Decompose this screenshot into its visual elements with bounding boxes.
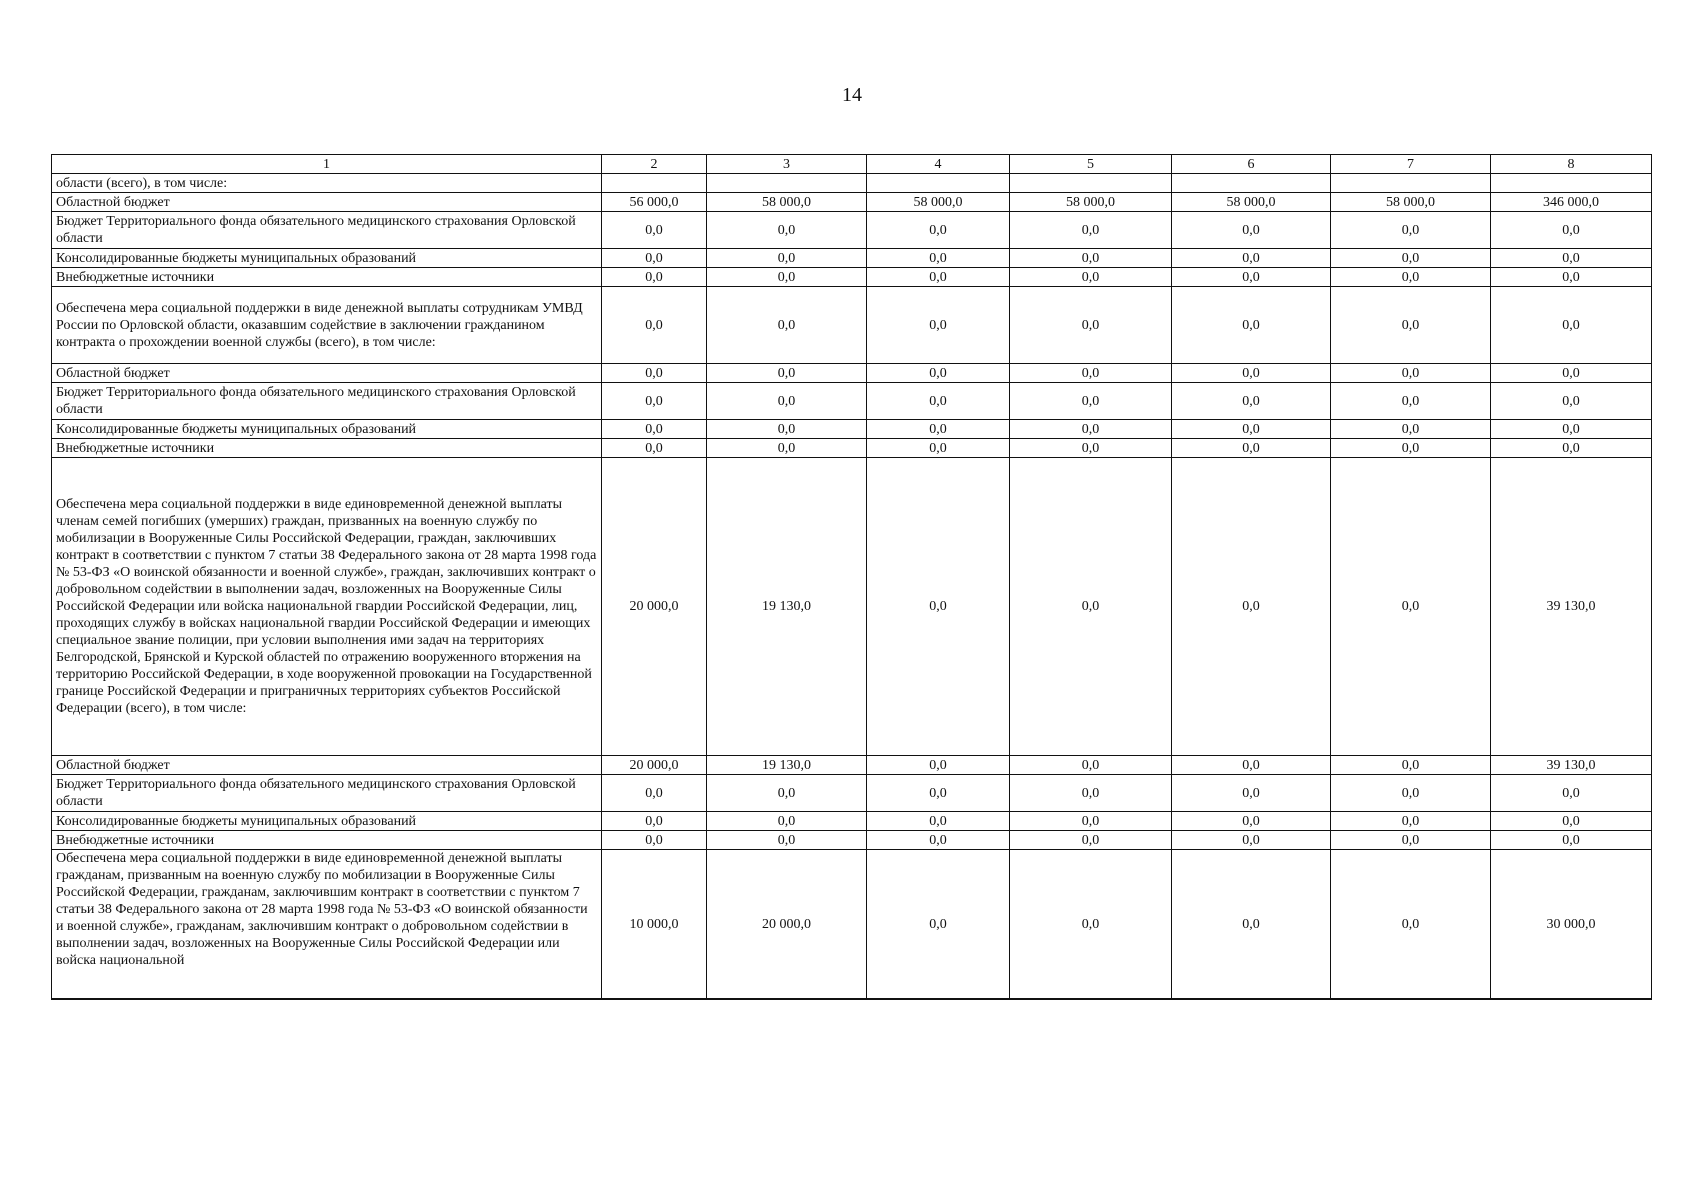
value-cell: 0,0 [1331, 831, 1491, 850]
table-row [52, 287, 1652, 364]
table-row [52, 364, 1652, 383]
table-row [52, 212, 1652, 249]
row-label: Обеспечена мера социальной поддержки в виде единовременной денежной выплаты гражданам, призванным на военную службу по мобилизации в Вооруженные Силы Российской Федерации, гражданам, заключившим контракт в соответствии с пунктом 7 статьи 38 Федерального закона от 28 марта 1998 года № 53-ФЗ «О воинской обязанности и военной службе», гражданам, заключившим контракт о добровольном содействии в выполнении задач, возложенных на Вооруженные Силы Российской Федерации или войска национальной [52, 850, 602, 1000]
value-cell: 0,0 [707, 831, 867, 850]
value-cell: 10 000,0 [602, 850, 707, 1000]
value-cell [1010, 174, 1172, 193]
value-cell: 0,0 [1010, 364, 1172, 383]
value-cell: 0,0 [1331, 775, 1491, 812]
value-cell: 0,0 [867, 439, 1010, 458]
value-cell: 0,0 [1172, 364, 1331, 383]
value-cell: 0,0 [602, 775, 707, 812]
value-cell: 19 130,0 [707, 756, 867, 775]
value-cell: 0,0 [1172, 756, 1331, 775]
value-cell: 0,0 [1010, 831, 1172, 850]
value-cell: 0,0 [867, 850, 1010, 1000]
value-cell: 0,0 [1010, 812, 1172, 831]
table-row [52, 439, 1652, 458]
value-cell: 0,0 [707, 420, 867, 439]
value-cell: 0,0 [1172, 775, 1331, 812]
value-cell: 0,0 [602, 831, 707, 850]
table-row [52, 268, 1652, 287]
value-cell: 0,0 [602, 439, 707, 458]
value-cell: 0,0 [1331, 756, 1491, 775]
value-cell: 0,0 [867, 268, 1010, 287]
value-cell: 0,0 [1172, 420, 1331, 439]
value-cell: 0,0 [602, 287, 707, 364]
value-cell: 0,0 [1331, 268, 1491, 287]
value-cell [867, 174, 1010, 193]
value-cell: 58 000,0 [1010, 193, 1172, 212]
value-cell: 30 000,0 [1491, 850, 1652, 1000]
column-header: 7 [1331, 155, 1491, 174]
value-cell: 0,0 [1010, 439, 1172, 458]
value-cell [707, 174, 867, 193]
column-header: 3 [707, 155, 867, 174]
value-cell: 0,0 [1172, 212, 1331, 249]
value-cell: 0,0 [1331, 458, 1491, 756]
row-label: Областной бюджет [52, 756, 602, 775]
table-row [52, 420, 1652, 439]
value-cell: 0,0 [1010, 775, 1172, 812]
value-cell: 0,0 [867, 812, 1010, 831]
value-cell: 0,0 [867, 458, 1010, 756]
value-cell: 0,0 [867, 249, 1010, 268]
value-cell: 0,0 [1010, 756, 1172, 775]
value-cell: 0,0 [1172, 249, 1331, 268]
value-cell: 0,0 [1491, 249, 1652, 268]
value-cell: 0,0 [1010, 268, 1172, 287]
column-header: 1 [52, 155, 602, 174]
table-row [52, 850, 1652, 1000]
value-cell: 0,0 [1491, 439, 1652, 458]
value-cell: 0,0 [1491, 212, 1652, 249]
value-cell: 58 000,0 [707, 193, 867, 212]
value-cell: 0,0 [1172, 383, 1331, 420]
value-cell: 0,0 [602, 383, 707, 420]
row-label: Бюджет Территориального фонда обязательного медицинского страхования Орловской области [52, 383, 602, 420]
value-cell: 0,0 [867, 420, 1010, 439]
value-cell: 0,0 [602, 812, 707, 831]
value-cell: 0,0 [707, 249, 867, 268]
value-cell: 0,0 [1010, 249, 1172, 268]
row-label: Консолидированные бюджеты муниципальных образований [52, 812, 602, 831]
value-cell: 0,0 [1491, 287, 1652, 364]
row-label: Областной бюджет [52, 193, 602, 212]
table-row [52, 383, 1652, 420]
value-cell: 0,0 [1172, 287, 1331, 364]
table-row [52, 756, 1652, 775]
value-cell: 0,0 [1172, 268, 1331, 287]
value-cell: 0,0 [1010, 458, 1172, 756]
value-cell: 56 000,0 [602, 193, 707, 212]
value-cell: 0,0 [1172, 850, 1331, 1000]
value-cell: 20 000,0 [602, 756, 707, 775]
table-row [52, 458, 1652, 756]
value-cell: 0,0 [1491, 383, 1652, 420]
value-cell: 0,0 [1010, 212, 1172, 249]
row-label: Обеспечена мера социальной поддержки в виде денежной выплаты сотрудникам УМВД России по Орловской области, оказавшим содействие в заключении гражданином контракта о прохождении военной службы (всего), в том числе: [52, 287, 602, 364]
row-label: Бюджет Территориального фонда обязательного медицинского страхования Орловской области [52, 775, 602, 812]
value-cell: 0,0 [707, 287, 867, 364]
value-cell: 39 130,0 [1491, 458, 1652, 756]
row-label: Внебюджетные источники [52, 831, 602, 850]
table-row [52, 174, 1652, 193]
value-cell: 0,0 [1491, 812, 1652, 831]
value-cell: 0,0 [1491, 268, 1652, 287]
row-label: Бюджет Территориального фонда обязательного медицинского страхования Орловской области [52, 212, 602, 249]
value-cell: 0,0 [1331, 383, 1491, 420]
value-cell: 58 000,0 [1172, 193, 1331, 212]
value-cell: 0,0 [602, 364, 707, 383]
value-cell: 39 130,0 [1491, 756, 1652, 775]
value-cell: 0,0 [1172, 458, 1331, 756]
value-cell: 20 000,0 [602, 458, 707, 756]
value-cell: 0,0 [1010, 383, 1172, 420]
value-cell: 0,0 [707, 439, 867, 458]
row-label: Консолидированные бюджеты муниципальных образований [52, 249, 602, 268]
value-cell: 0,0 [867, 364, 1010, 383]
row-label: области (всего), в том числе: [52, 174, 602, 193]
row-label: Внебюджетные источники [52, 439, 602, 458]
value-cell: 58 000,0 [1331, 193, 1491, 212]
value-cell: 346 000,0 [1491, 193, 1652, 212]
table-row [52, 775, 1652, 812]
value-cell: 0,0 [707, 383, 867, 420]
value-cell: 0,0 [602, 420, 707, 439]
column-header: 8 [1491, 155, 1652, 174]
value-cell: 0,0 [867, 287, 1010, 364]
value-cell: 0,0 [1491, 420, 1652, 439]
table-row [52, 193, 1652, 212]
value-cell: 0,0 [1331, 212, 1491, 249]
value-cell: 0,0 [1331, 850, 1491, 1000]
value-cell: 0,0 [1010, 420, 1172, 439]
value-cell: 0,0 [1331, 364, 1491, 383]
column-header: 6 [1172, 155, 1331, 174]
value-cell: 0,0 [707, 775, 867, 812]
value-cell: 58 000,0 [867, 193, 1010, 212]
table-row [52, 812, 1652, 831]
row-label: Консолидированные бюджеты муниципальных образований [52, 420, 602, 439]
value-cell: 0,0 [1491, 775, 1652, 812]
value-cell: 0,0 [867, 756, 1010, 775]
value-cell: 0,0 [867, 383, 1010, 420]
row-label: Внебюджетные источники [52, 268, 602, 287]
value-cell: 0,0 [1010, 850, 1172, 1000]
value-cell: 0,0 [707, 364, 867, 383]
value-cell [602, 174, 707, 193]
value-cell [1331, 174, 1491, 193]
column-number-row [52, 155, 1652, 174]
value-cell: 0,0 [1331, 439, 1491, 458]
value-cell: 0,0 [602, 212, 707, 249]
value-cell: 0,0 [867, 212, 1010, 249]
value-cell: 0,0 [867, 831, 1010, 850]
value-cell: 19 130,0 [707, 458, 867, 756]
table-row [52, 249, 1652, 268]
value-cell [1491, 174, 1652, 193]
value-cell: 0,0 [707, 268, 867, 287]
value-cell: 0,0 [1331, 812, 1491, 831]
value-cell: 0,0 [1172, 812, 1331, 831]
table-row [52, 831, 1652, 850]
column-header: 4 [867, 155, 1010, 174]
value-cell: 0,0 [602, 268, 707, 287]
value-cell: 0,0 [1491, 831, 1652, 850]
row-label: Областной бюджет [52, 364, 602, 383]
value-cell: 0,0 [1491, 364, 1652, 383]
value-cell: 0,0 [1172, 439, 1331, 458]
page-number: 14 [842, 84, 862, 106]
budget-table [51, 154, 1652, 1000]
value-cell [1172, 174, 1331, 193]
column-header: 5 [1010, 155, 1172, 174]
value-cell: 20 000,0 [707, 850, 867, 1000]
value-cell: 0,0 [707, 212, 867, 249]
value-cell: 0,0 [867, 775, 1010, 812]
value-cell: 0,0 [1331, 287, 1491, 364]
value-cell: 0,0 [1010, 287, 1172, 364]
value-cell: 0,0 [1172, 831, 1331, 850]
value-cell: 0,0 [1331, 420, 1491, 439]
value-cell: 0,0 [1331, 249, 1491, 268]
column-header: 2 [602, 155, 707, 174]
row-label: Обеспечена мера социальной поддержки в виде единовременной денежной выплаты членам семей погибших (умерших) граждан, призванных на военную службу по мобилизации в Вооруженные Силы Российской Федерации, граждан, заключивших контракт в соответствии с пунктом 7 статьи 38 Федерального закона от 28 марта 1998 года № 53-ФЗ «О воинской обязанности и военной службе», граждан, заключивших контракт о добровольном содействии в выполнении задач, возложенных на Вооруженные Силы Российской Федерации или войска национальной гвардии Российской Федерации, лиц, проходящих службу в войсках национальной гвардии Российской Федерации и имеющих специальное звание полиции, при условии выполнения ими задач на территориях Белгородской, Брянской и Курской областей по отражению вооруженного вторжения на территорию Российской Федерации, в ходе вооруженной провокации на Государственной границе Российской Федерации и приграничных территориях субъектов Российской Федерации (всего), в том числе: [52, 458, 602, 756]
value-cell: 0,0 [707, 812, 867, 831]
value-cell: 0,0 [602, 249, 707, 268]
